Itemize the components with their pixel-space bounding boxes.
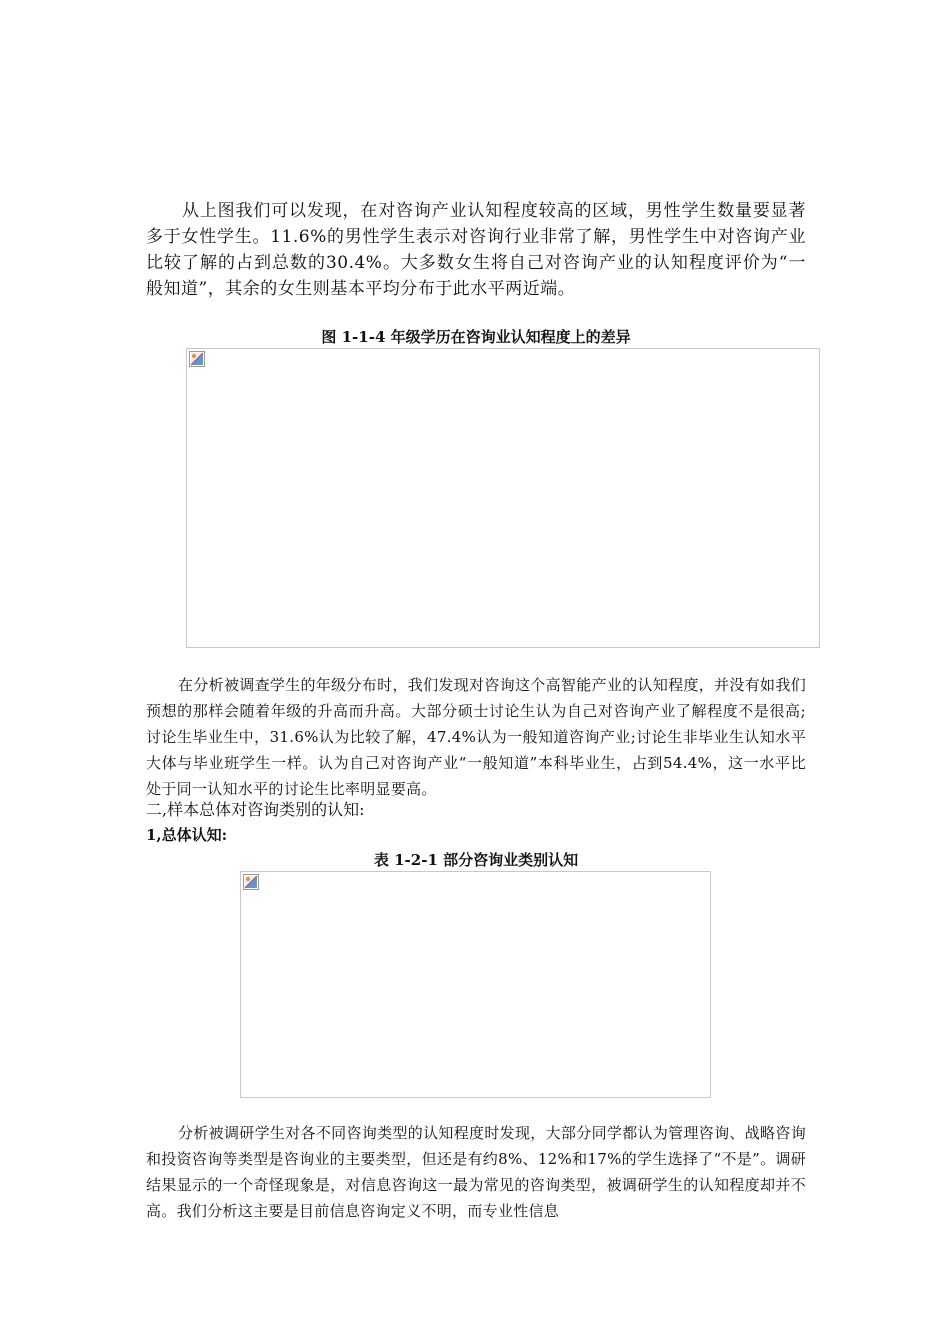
table-image-placeholder <box>240 871 711 1098</box>
paragraph-gender-awareness: 从上图我们可以发现，在对咨询产业认知程度较高的区域，男性学生数量要显著多于女性学生。11.6%的男性学生表示对咨询行业非常了解，男性学生中对咨询产业比较了解的占到总数的30.4%。大多数女生将自己对咨询产业的认知程度评价为“一般知道”，其余的女生则基本平均分布于此水平两近端。 <box>146 201 806 299</box>
broken-image-icon <box>189 351 205 367</box>
broken-image-icon <box>243 874 259 890</box>
subsection-heading: 1,总体认知: <box>146 826 228 844</box>
paragraph-category-analysis: 分析被调研学生对各不同咨询类型的认知程度时发现，大部分同学都认为管理咨询、战略咨询和投资咨询等类型是咨询业的主要类型，但还是有约8%、12%和17%的学生选择了“不是”。调研结果显示的一个奇怪现象是，对信息咨询这一最为常见的咨询类型，被调研学生的认知程度却并不高。我们分析这主要是目前信息咨询定义不明，而专业性信息 <box>146 1124 806 1220</box>
table-caption: 表 1-2-1 部分咨询业类别认知 <box>373 851 579 869</box>
section-heading: 二,样本总体对咨询类别的认知: <box>146 800 365 819</box>
paragraph-grade-analysis: 在分析被调查学生的年级分布时，我们发现对咨询这个高智能产业的认知程度，并没有如我们预想的那样会随着年级的升高而升高。大部分硕士讨论生认为自己对咨询产业了解程度不是很高;讨论生毕业生中，31.6%认为比较了解，47.4%认为一般知道咨询产业;讨论生非毕业生认知水平大体与毕业班学生一样。认为自己对咨询产业“一般知道”本科毕业生，占到54.4%，这一水平比处于同一认知水平的讨论生比率明显要高。 <box>146 676 806 798</box>
figure-caption: 图 1-1-4 年级学历在咨询业认知程度上的差异 <box>321 328 631 346</box>
figure-image-placeholder <box>186 348 820 648</box>
